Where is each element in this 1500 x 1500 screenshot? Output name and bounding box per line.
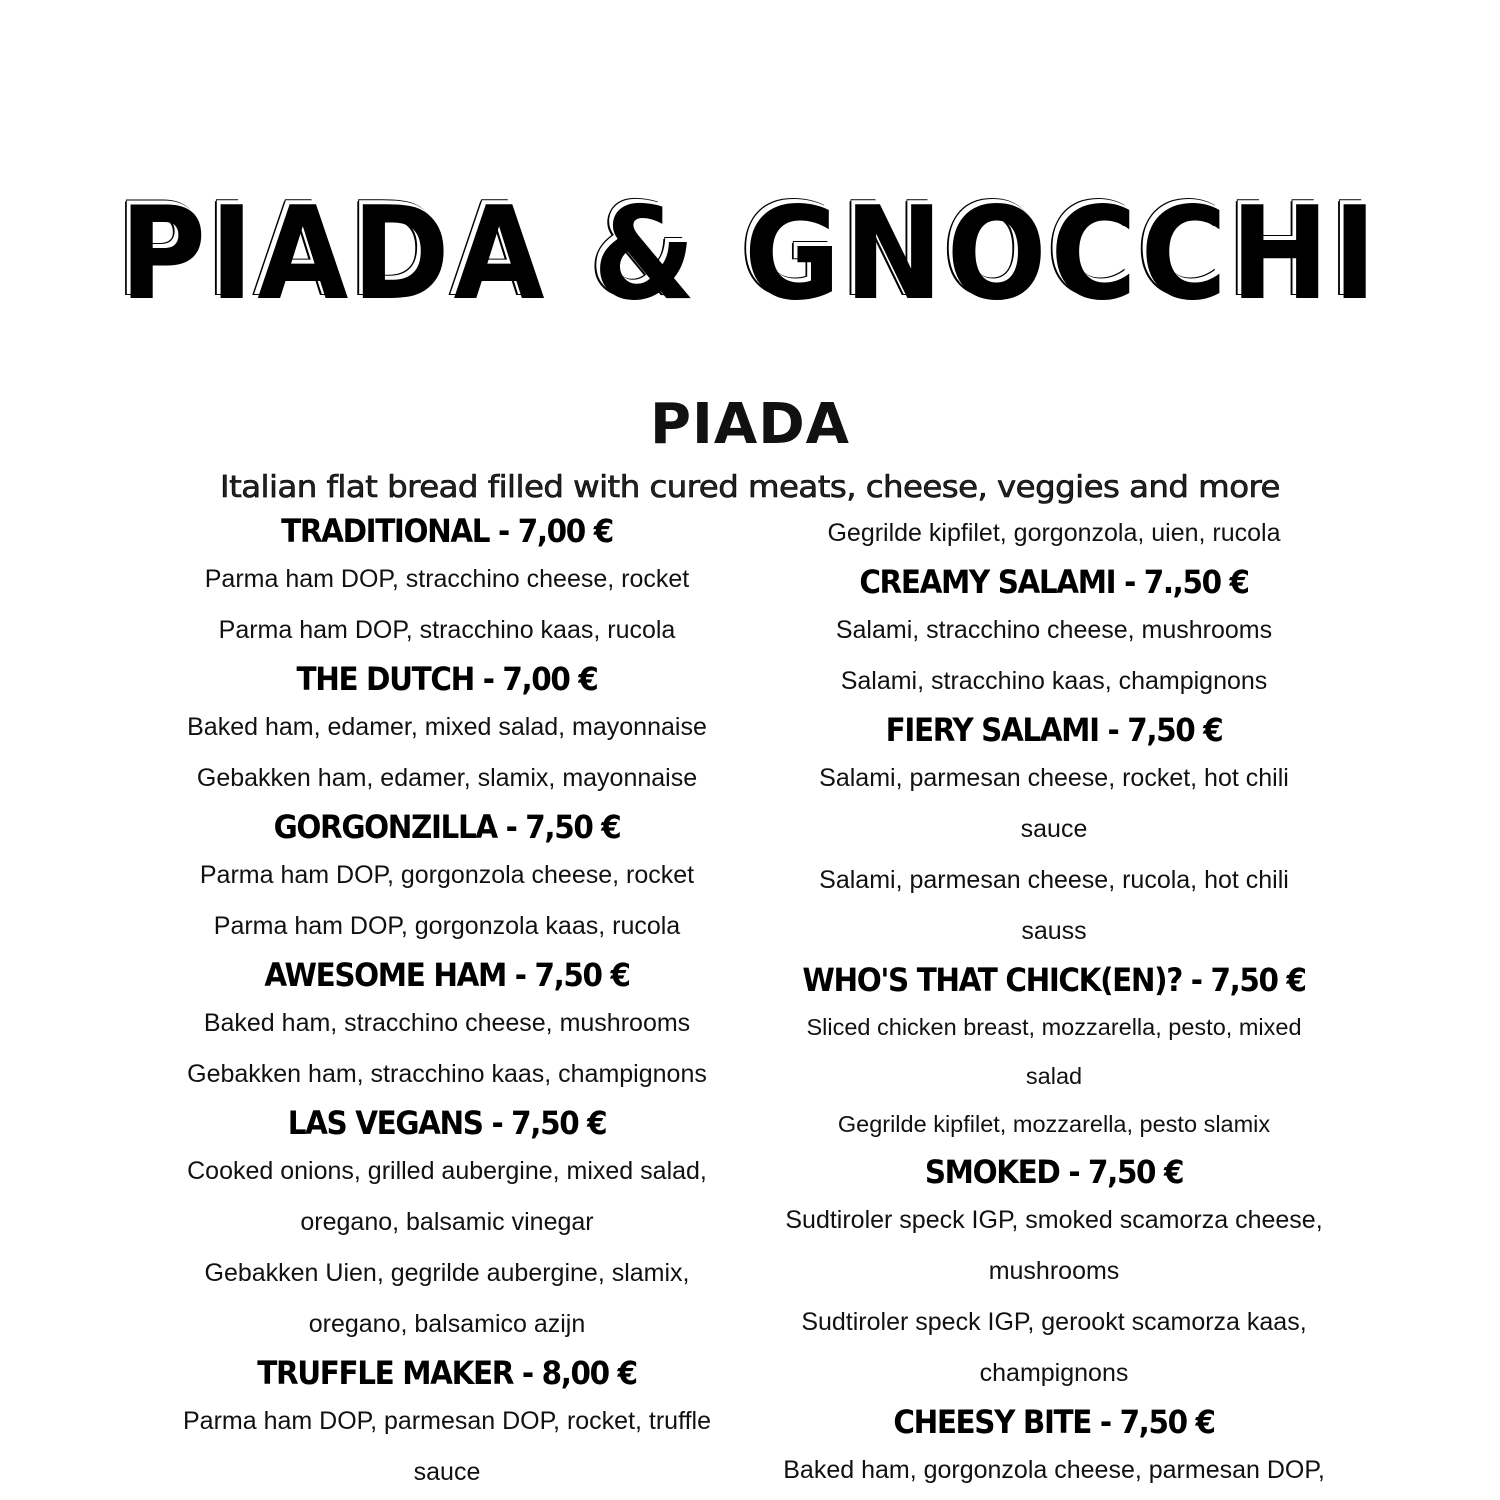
menu-item-description: Baked ham, edamer, mixed salad, mayonnaise bbox=[187, 713, 707, 741]
menu-item-description: Parma ham DOP, parmesan DOP, rocket, truffle bbox=[182, 1407, 711, 1435]
menu-item-description: Sliced chicken breast, mozzarella, pesto, mixed bbox=[806, 1014, 1302, 1040]
menu-item-description: sauss bbox=[1021, 917, 1087, 945]
menu-item-description: Salami, stracchino kaas, champignons bbox=[840, 667, 1268, 695]
menu-item-description: Salami, stracchino cheese, mushrooms bbox=[835, 616, 1273, 644]
menu-item-name: AWESOME HAM - 7,50 € bbox=[264, 956, 630, 994]
menu-item-description: Salami, parmesan cheese, rucola, hot chili bbox=[819, 866, 1289, 894]
menu-item-name: CREAMY SALAMI - 7.,50 € bbox=[859, 563, 1249, 601]
menu-item-description: Parma ham DOP, gorgonzola cheese, rocket bbox=[199, 861, 695, 889]
menu-item-description: Gegrilde kipfilet, mozzarella, pesto slamix bbox=[837, 1111, 1271, 1137]
menu-item-description: mushrooms bbox=[988, 1256, 1120, 1285]
menu-item-description: sauce bbox=[1020, 815, 1088, 843]
menu-item-name: FIERY SALAMI - 7,50 € bbox=[885, 711, 1223, 749]
menu-item-description: Parma ham DOP, stracchino kaas, rucola bbox=[218, 616, 676, 644]
menu-item-name: TRADITIONAL - 7,00 € bbox=[281, 512, 613, 550]
menu-item-name: LAS VEGANS - 7,50 € bbox=[287, 1104, 607, 1142]
menu-item-description: oregano, balsamico azijn bbox=[308, 1310, 586, 1338]
menu-item-description: Sudtiroler speck IGP, gerookt scamorza kaas, bbox=[801, 1307, 1307, 1336]
item-description-continued: Gegrilde kipfilet, gorgonzola, uien, rucola bbox=[827, 519, 1281, 547]
menu-item-description: Baked ham, gorgonzola cheese, parmesan DOP, bbox=[783, 1455, 1325, 1484]
right-menu-column bbox=[744, 508, 1364, 1496]
menu-item-name: WHO'S THAT CHICK(EN)? - 7,50 € bbox=[802, 961, 1306, 999]
menu-item-description: Parma ham DOP, gorgonzola kaas, rucola bbox=[213, 912, 681, 940]
menu-item-description: Parma ham DOP, stracchino cheese, rocket bbox=[204, 565, 690, 593]
menu-item-description: Sudtiroler speck IGP, smoked scamorza cheese, bbox=[785, 1205, 1323, 1234]
menu-item-description: Salami, parmesan cheese, rocket, hot chili bbox=[819, 764, 1289, 792]
menu-item-description: Gebakken ham, stracchino kaas, champignons bbox=[187, 1060, 707, 1088]
menu-item-description: Cooked onions, grilled aubergine, mixed salad, bbox=[187, 1157, 707, 1185]
menu-item-description: champignons bbox=[979, 1358, 1129, 1387]
menu-item-name: CHEESY BITE - 7,50 € bbox=[893, 1402, 1215, 1441]
menu-item-name: TRUFFLE MAKER - 8,00 € bbox=[257, 1354, 637, 1392]
menu-item-description: sauce bbox=[413, 1458, 481, 1486]
menu-item-description: Gebakken Uien, gegrilde aubergine, slamix, bbox=[204, 1259, 690, 1287]
menu-title: PIADA & GNOCCHI bbox=[119, 180, 1381, 329]
section-subtitle: Italian flat bread filled with cured meats, cheese, veggies and more bbox=[220, 470, 1280, 505]
menu-item-name: SMOKED - 7,50 € bbox=[924, 1152, 1184, 1191]
section-title: PIADA bbox=[649, 392, 851, 457]
menu-item-name: THE DUTCH - 7,00 € bbox=[296, 660, 598, 698]
menu-item-description: Gebakken ham, edamer, slamix, mayonnaise bbox=[196, 764, 698, 792]
menu-item-description: Baked ham, stracchino cheese, mushrooms bbox=[203, 1009, 691, 1037]
menu-item-description: oregano, balsamic vinegar bbox=[300, 1208, 594, 1236]
left-menu-column bbox=[137, 508, 757, 1498]
menu-item-name: GORGONZILLA - 7,50 € bbox=[273, 808, 621, 846]
menu-item-description: salad bbox=[1025, 1062, 1083, 1089]
